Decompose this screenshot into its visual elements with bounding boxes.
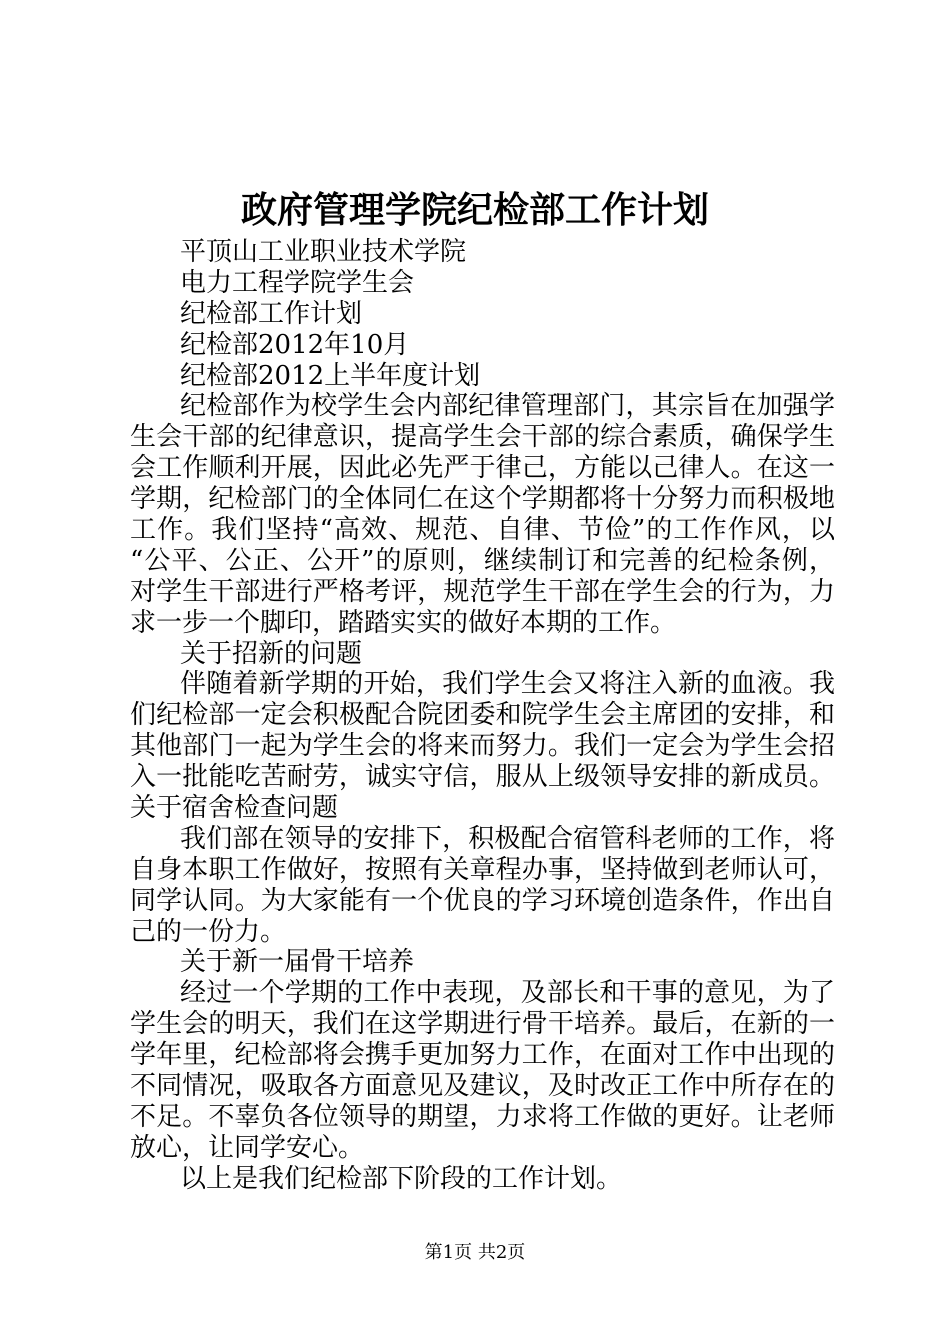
text-line: 会工作顺利开展，因此必先严于律己，方能以己律人。在这一 bbox=[130, 453, 835, 484]
text-line: 电力工程学院学生会 bbox=[180, 267, 415, 298]
text-line: “公平、公正、公开”的原则，继续制订和完善的纪检条例， bbox=[130, 545, 835, 576]
text-line: 己的一份力。 bbox=[130, 916, 287, 947]
text-line: 纪检部工作计划 bbox=[180, 298, 363, 329]
text-line: 对学生干部进行严格考评，规范学生干部在学生会的行为，力 bbox=[130, 576, 835, 607]
document-title: 政府管理学院纪检部工作计划 bbox=[240, 189, 709, 231]
text-line: 我们部在领导的安排下，积极配合宿管科老师的工作，将 bbox=[180, 823, 835, 854]
text-line: 不同情况，吸取各方面意见及建议，及时改正工作中所存在的 bbox=[130, 1071, 835, 1102]
text-line: 自身本职工作做好，按照有关章程办事，坚持做到老师认可， bbox=[130, 854, 835, 885]
text-line: 学生会的明天，我们在这学期进行骨干培养。最后，在新的一 bbox=[130, 1009, 835, 1040]
text-line: 同学认同。为大家能有一个优良的学习环境创造条件，作出自 bbox=[130, 885, 835, 916]
text-line: 不足。不辜负各位领导的期望，力求将工作做的更好。让老师 bbox=[130, 1101, 835, 1132]
text-line: 学年里，纪检部将会携手更加努力工作，在面对工作中出现的 bbox=[130, 1040, 835, 1071]
text-line: 平顶山工业职业技术学院 bbox=[180, 237, 467, 267]
document-body bbox=[130, 237, 835, 1195]
text-line: 其他部门一起为学生会的将来而努力。我们一定会为学生会招 bbox=[130, 731, 835, 762]
text-line: 关于宿舍检查问题 bbox=[130, 793, 339, 824]
text-line: 经过一个学期的工作中表现，及部长和干事的意见，为了 bbox=[180, 978, 835, 1009]
text-line: 工作。我们坚持“高效、规范、自律、节俭”的工作作风，以 bbox=[130, 515, 835, 546]
text-line: 们纪检部一定会积极配合院团委和院学生会主席团的安排，和 bbox=[130, 700, 835, 731]
text-line: 纪检部2012上半年度计划 bbox=[180, 360, 481, 391]
page-footer: 第1页 共2页 bbox=[424, 1242, 526, 1263]
text-line: 求一步一个脚印，踏踏实实的做好本期的工作。 bbox=[130, 607, 677, 638]
text-line: 纪检部2012年10月 bbox=[180, 329, 410, 360]
text-line: 生会干部的纪律意识，提高学生会干部的综合素质，确保学生 bbox=[130, 422, 835, 453]
text-line: 关于招新的问题 bbox=[180, 638, 363, 669]
text-line: 放心，让同学安心。 bbox=[130, 1132, 365, 1163]
text-line: 伴随着新学期的开始，我们学生会又将注入新的血液。我 bbox=[180, 669, 835, 700]
text-line: 纪检部作为校学生会内部纪律管理部门，其宗旨在加强学 bbox=[180, 391, 835, 422]
text-line: 关于新一届骨干培养 bbox=[180, 947, 415, 978]
text-line: 以上是我们纪检部下阶段的工作计划。 bbox=[180, 1163, 623, 1194]
text-line: 入一批能吃苦耐劳，诚实守信，服从上级领导安排的新成员。 bbox=[130, 762, 835, 793]
text-line: 学期，纪检部门的全体同仁在这个学期都将十分努力而积极地 bbox=[130, 484, 835, 515]
